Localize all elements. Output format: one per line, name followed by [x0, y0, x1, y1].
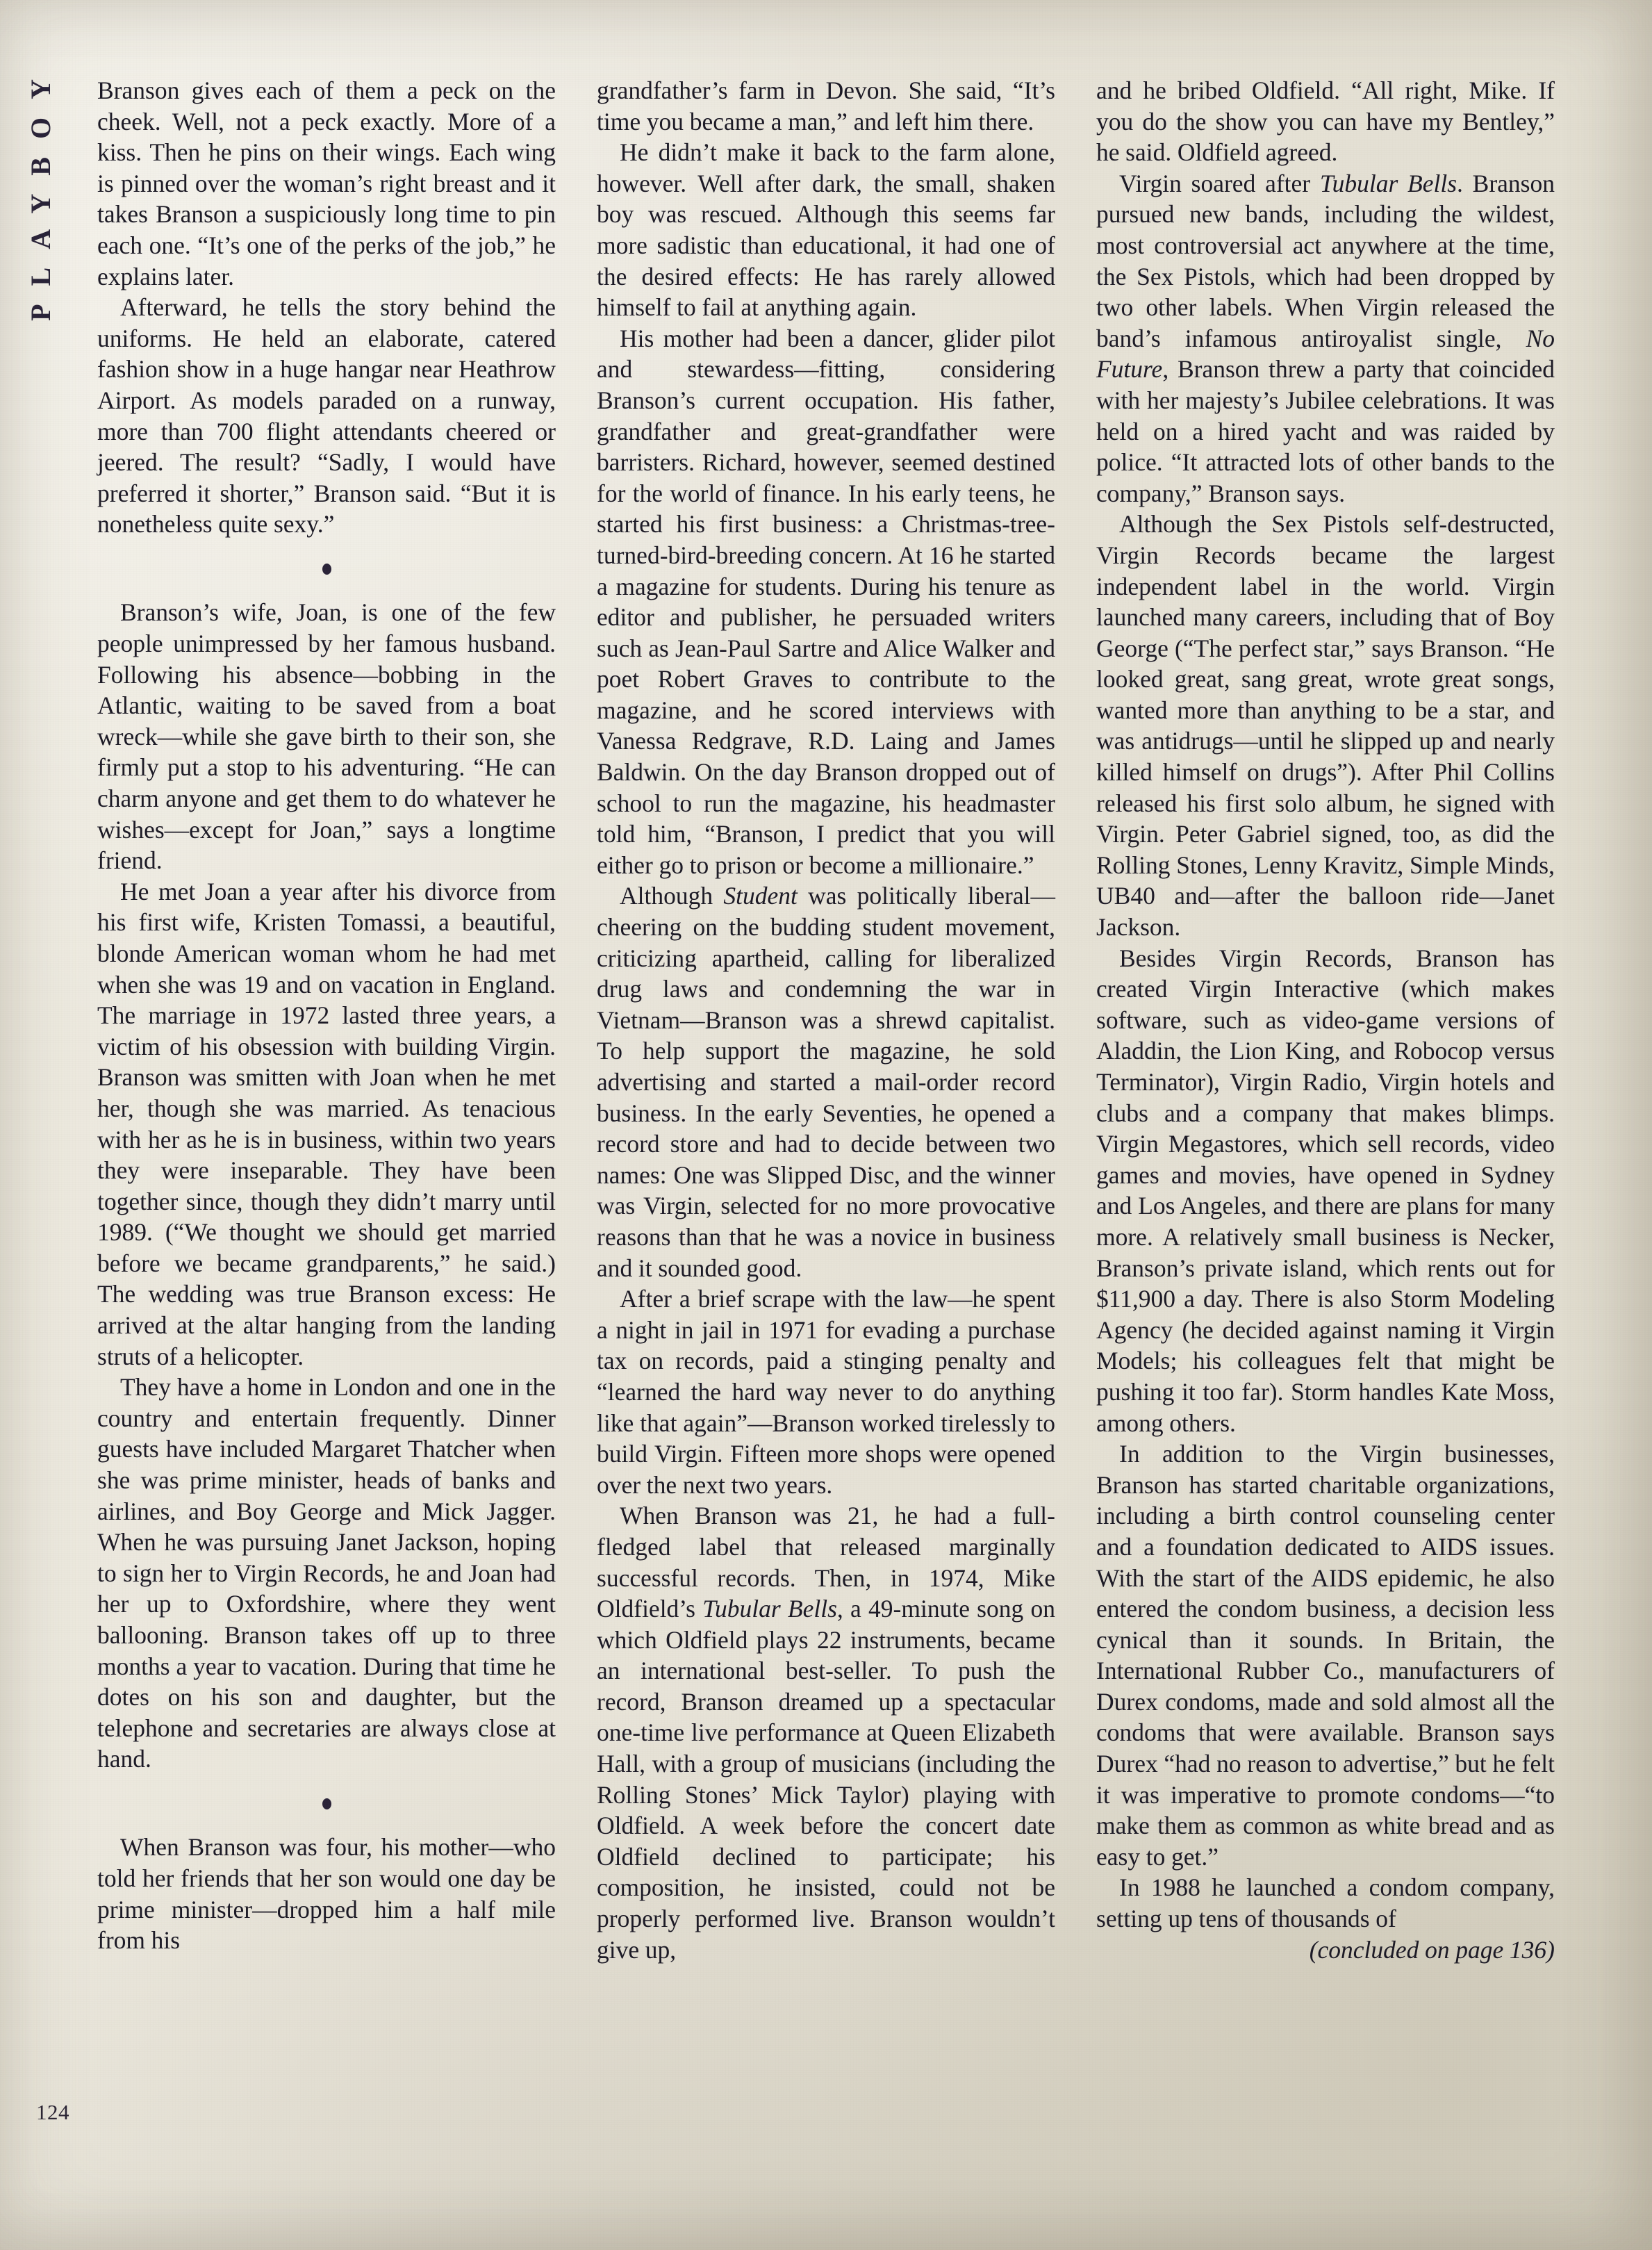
album-title-italic: Tubular Bells	[702, 1595, 837, 1623]
text-run: Virgin soared after	[1119, 169, 1320, 197]
paragraph	[597, 1500, 1055, 1965]
paragraph: Branson gives each of them a peck on the cheek. Well, not a peck exactly. More of a kiss. Then he pins on their wings. Each wing is pinned over the woman’s right breast and it takes Branson a suspiciously long time to pin each one. “It’s one of the perks of the job,” he explains later.	[97, 76, 556, 290]
paragraph: Besides Virgin Records, Branson has created Virgin Interactive (which makes software, such as video-game versions of Aladdin, the Lion King, and Robocop versus Terminator), Virgin Radio, Virgin hotels and clubs and a company that makes blimps. Virgin Megastores, which sell records, video games and movies, have opened in Sydney and Los Angeles, and there are plans for many more. A relatively small business is Necker, Branson’s private island, which rents out for $11,900 a day. There is also Storm Modeling Agency (he decided against naming it Virgin Models; his colleagues felt that might be pushing it too far). Storm handles Kate Moss, among others.	[1096, 944, 1555, 1437]
paragraph: Branson’s wife, Joan, is one of the few people unimpressed by her famous husband. Following his absence—bobbing in the Atlantic, waiting to be saved from a boat wreck—while she gave birth to their son, she firmly put a stop to his adventuring. “He can charm anyone and get them to do whatever he wishes—except for Joan,” says a longtime friend.	[97, 598, 556, 875]
paragraph: Although the Sex Pistols self-destructed, Virgin Records became the largest independent label in the world. Virgin launched many careers, including that of Boy George (“The perfect star,” says Branson. “He looked great, sang great, wrote great songs, wanted more than anything to be a star, and was antidrugs—until he slipped up and nearly killed himself on drugs”). After Phil Collins released his first solo album, he signed with Virgin. Peter Gabriel signed, too, as did the Rolling Stones, Lenny Kravitz, Simple Minds, UB40 and—after the balloon ride—Janet Jackson.	[1096, 510, 1555, 942]
paragraph: He didn’t make it back to the farm alone, however. Well after dark, the small, shaken boy was rescued. Although this seems far more sadistic than educational, it had one of the desired effects: He has rarely allowed himself to fail at anything again.	[597, 138, 1055, 322]
magazine-title-italic: Student	[723, 882, 798, 910]
section-break-dot	[97, 1789, 556, 1814]
masthead-flag	[19, 61, 63, 450]
text-run: . Branson pursued new bands, including the wildest, most controversial act anywhere at the time, the Sex Pistols, which had been dropped by two other labels. When Virgin released the band’s infamous antiroyalist single,	[1096, 169, 1555, 352]
section-break-dot	[97, 555, 556, 580]
paragraph: grandfather’s farm in Devon. She said, “It’s time you became a man,” and left him there.	[597, 76, 1055, 136]
paragraph: In addition to the Virgin businesses, Branson has started charitable organizations, including a birth control counseling center and a foundation dedicated to AIDS issues. With the start of the AIDS epidemic, he also entered the condom business, a decision less cynical than it sounds. In Britain, the International Rubber Co., manufacturers of Durex condoms, made and sold almost all the condoms that were available. Branson says Durex “had no reason to advertise,” but he felt it was imperative to promote condoms—“to make them as common as white bread and as easy to get.”	[1096, 1440, 1555, 1871]
text-run: When Branson was 21, he had a full-fledged label that released marginally successful records. Then, in 1974, Mike Oldfield’s	[597, 1502, 1055, 1623]
article-columns	[97, 75, 1555, 2167]
paragraph: In 1988 he launched a condom company, setting up tens of thousands of	[1096, 1873, 1555, 1933]
single-title-italic: No Future	[1096, 324, 1555, 384]
paragraph: When Branson was four, his mother—who told her friends that her son would one day be prime minister—dropped him a half mile from his	[97, 1833, 556, 1955]
paragraph	[597, 880, 1055, 1283]
text-run: , Branson threw a party that coincided with her majesty’s Jubilee celebrations. It was held on a hired yacht and was raided by police. “It attracted lots of other bands to the company,” Branson says.	[1096, 355, 1555, 507]
paragraph	[1096, 168, 1555, 509]
paragraph: They have a home in London and one in the country and entertain frequently. Dinner guests have included Margaret Thatcher when she was prime minister, heads of banks and airlines, and Boy George and Mick Jagger. When he was pursuing Janet Jackson, hoping to sign her to Virgin Records, he and Joan had her up to Oxfordshire, where they went ballooning. Branson takes off up to three months a year to vacation. During that time he dotes on his son and daughter, but the telephone and secretaries are always close at hand.	[97, 1373, 556, 1773]
text-run: Although	[620, 882, 724, 910]
page-number: 124	[36, 2100, 69, 2124]
column-two	[597, 75, 1055, 2167]
column-three	[1096, 75, 1555, 2167]
paragraph: After a brief scrape with the law—he spent a night in jail in 1971 for evading a purchase tax on records, paid a stinging penalty and “learned the hard way never to do anything like that again”—Branson worked tirelessly to build Virgin. Fifteen more shops were opened over the next two years.	[597, 1285, 1055, 1499]
paragraph: He met Joan a year after his divorce from his first wife, Kristen Tomassi, a beautiful, blonde American woman whom he had met when she was 19 and on vacation in England. The marriage in 1972 lasted three years, a victim of his obsession with building Virgin. Branson was smitten with Joan when he met her, though she was married. As tenacious with her as he is in business, within two years they were inseparable. They have been together since, though they didn’t marry until 1989. (“We thought we should get married before we became grandparents,” he said.) The wedding was true Branson excess: He arrived at the altar hanging from the landing struts of a helicopter.	[97, 877, 556, 1370]
text-run: , a 49-minute song on which Oldfield plays 22 instruments, became an international best-seller. To push the record, Branson dreamed up a spectacular one-time live performance at Queen Elizabeth Hall, with a group of musicians (including the Rolling Stones’ Mick Taylor) playing with Oldfield. A week before the concert date Oldfield declined to participate; his composition, he insisted, could not be properly performed live. Branson wouldn’t give up,	[597, 1595, 1055, 1964]
text-run: was politically liberal—cheering on the budding student movement, criticizing apartheid, calling for liberalized drug laws and condemning the war in Vietnam—Branson was a shrewd capitalist. To help support the magazine, he sold advertising and started a mail-order record business. In the early Seventies, he opened a record store and had to decide between two names: One was Slipped Disc, and the winner was Virgin, selected for no more provocative reasons than that he was a novice in business and it sounded good.	[597, 882, 1055, 1282]
album-title-italic: Tubular Bells	[1319, 169, 1457, 197]
paragraph: Afterward, he tells the story behind the uniforms. He held an elaborate, catered fashion show in a huge hangar near Heathrow Airport. As models paraded on a runway, more than 700 flight attendants cheered or jeered. The result? “Sadly, I would have preferred it shorter,” Branson said. “But it is nonetheless quite sexy.”	[97, 293, 556, 539]
bullet-icon	[322, 564, 331, 575]
column-one	[97, 75, 556, 2167]
continuation-note: (concluded on page 136)	[1309, 1935, 1555, 1964]
masthead-text: PLAYBOY	[25, 61, 56, 321]
bullet-icon	[322, 1798, 331, 1809]
paragraph: His mother had been a dancer, glider pilot and stewardess—fitting, considering Branson’s current occupation. His father, grandfather and great-grandfather were barristers. Richard, however, seemed destined for the world of finance. In his early teens, he started his first business: a Christmas-tree-turned-bird-breeding concern. At 16 he started a magazine for students. During his tenure as editor and publisher, he persuaded writers such as Jean-Paul Sartre and Alice Walker and poet Robert Graves to contribute to the magazine, and he scored interviews with Vanessa Redgrave, R.D. Laing and James Baldwin. On the day Branson dropped out of school to run the magazine, his headmaster told him, “Branson, I predict that you will either go to prison or become a millionaire.”	[597, 324, 1055, 879]
paragraph: and he bribed Oldfield. “All right, Mike. If you do the show you can have my Bentley,” he said. Oldfield agreed.	[1096, 76, 1555, 167]
